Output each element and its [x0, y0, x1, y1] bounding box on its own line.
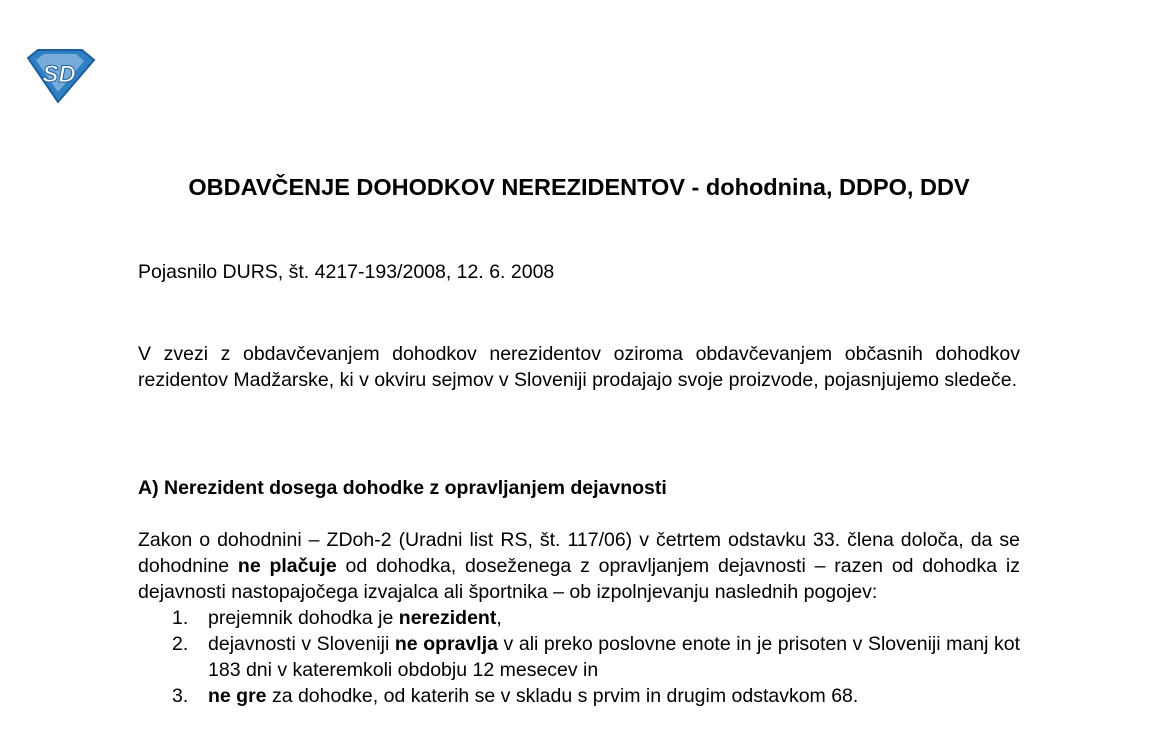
list-item-bold: nerezident [398, 607, 497, 629]
list-item-bold: ne gre [208, 685, 267, 707]
list-item-text: , [496, 607, 502, 629]
list-item-text: v ali preko poslovne enote in je prisoten v Sloveniji manj kot 183 dni v kateremkoli obdobju 12 mesecev in [208, 633, 1020, 681]
list-item-bold: ne opravlja [394, 633, 498, 655]
document-title: OBDAVČENJE DOHODKOV NEREZIDENTOV - dohodnina, DDPO, DDV [188, 174, 970, 200]
conditions-list [138, 605, 1020, 709]
intro-paragraph: V zvezi z obdavčevanjem dohodkov nerezidentov oziroma obdavčevanjem občasnih dohodkov rezidentov Madžarske, ki v okviru sejmov v Sloveniji prodajajo svoje proizvode, pojasnjujemo sledeče. [138, 343, 1020, 391]
law-paragraph [138, 527, 1020, 709]
list-item-text: prejemnik dohodka je [208, 607, 399, 629]
law-text-part1: Zakon o dohodnini – ZDoh-2 (Uradni list RS, št. 117/06) v četrtem odstavku 33. člena določa, da se dohodnine [138, 529, 1020, 577]
section-heading: A) Nerezident dosega dohodke z opravljanjem dejavnosti [138, 477, 667, 499]
sd-logo [22, 48, 96, 104]
list-item-text: za dohodke, od katerih se v skladu s prvim in drugim odstavkom 68. [266, 685, 859, 707]
law-text-part2: od dohodka, doseženega z opravljanjem dejavnosti – razen od dohodka iz dejavnosti nastopajočega izvajalca ali športnika – ob izpolnjevanju naslednih pogojev: [138, 555, 1021, 603]
list-item [138, 631, 1020, 683]
list-item-number: 2. [172, 633, 189, 655]
sd-logo-text: SD [42, 61, 76, 88]
list-item-number: 1. [172, 607, 189, 629]
list-item [138, 605, 1020, 631]
document-subtitle: Pojasnilo DURS, št. 4217-193/2008, 12. 6. 2008 [138, 261, 555, 283]
law-paragraph-text [138, 527, 1020, 605]
law-text-bold: ne plačuje [237, 555, 337, 577]
list-item-number: 3. [172, 685, 189, 707]
list-item-text: dejavnosti v Sloveniji [208, 633, 395, 655]
list-item [138, 683, 1020, 709]
